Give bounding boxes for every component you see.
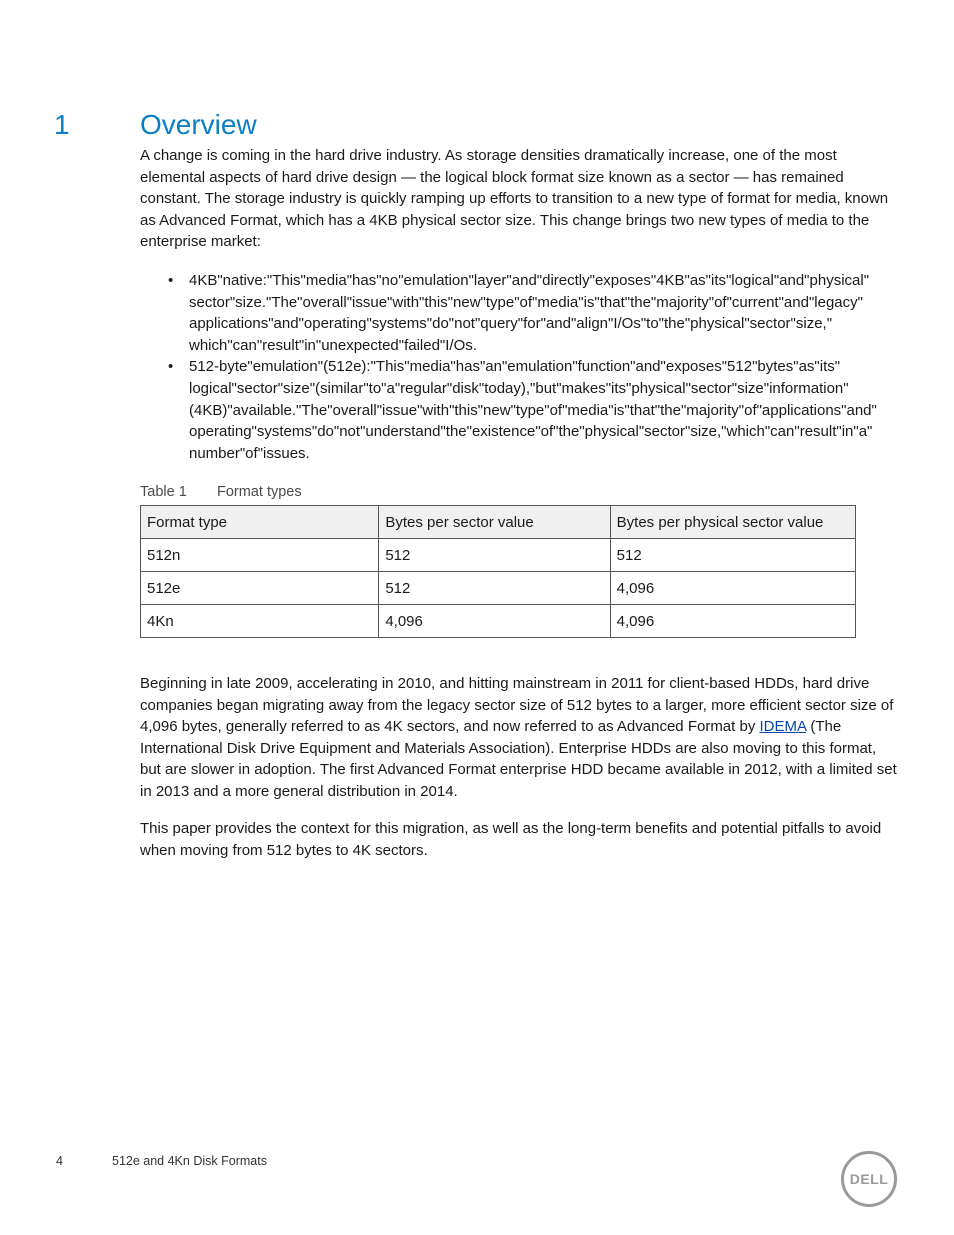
table-caption — [140, 482, 302, 502]
table-cell: 4Kn — [141, 605, 379, 638]
list-item — [168, 270, 908, 356]
table-caption-label: Table 1 — [140, 484, 187, 500]
table-cell: 512 — [379, 539, 610, 572]
intro-paragraph: A change is coming in the hard drive industry. As storage densities dramatically increase, one of the most elemental aspects of hard drive design — the logical block format size known as a sector — has remained constant. The storage industry is quickly ramping up efforts to transition to a new type of format for media, known as Advanced Format, which has a 4KB physical sector size. This change brings two new types of media to the enterprise market: — [140, 147, 889, 251]
bullet-text: 512-byte"emulation"(512e):"This"media"has"an"emulation"function"and"exposes"512"bytes"as"its" logical"sector"size"(similar"to"a"regular"disk"today),"but"makes"its"physical"sector"size"information" (4KB)"available."The"overall"issue"with"this"new"type"of"media"is"that"the"majority"of"applications"and" operating"systems"do"not"understand"the"existence"of"the"physical"sector"size,"which"can"result"in"a" number"of"issues. — [189, 358, 877, 462]
bullet-icon: • — [168, 272, 174, 289]
table-cell: 4,096 — [379, 605, 610, 638]
purpose-paragraph: This paper provides the context for this migration, as well as the long-term benefits and potential pitfalls to avoid when moving from 512 bytes to 4K sectors. — [140, 820, 882, 859]
table-cell: 4,096 — [610, 572, 855, 605]
footer-doc-title: 512e and 4Kn Disk Formats — [112, 1154, 267, 1168]
idema-link[interactable]: IDEMA — [759, 718, 807, 736]
table-cell: 512 — [610, 539, 855, 572]
migration-paragraph — [140, 673, 900, 803]
format-bullet-list — [168, 270, 908, 464]
column-header: Bytes per sector value — [379, 506, 610, 539]
table-caption-title: Format types — [217, 484, 302, 500]
table-row — [141, 539, 856, 572]
dell-logo-icon — [840, 1150, 898, 1208]
table-cell: 4,096 — [610, 605, 855, 638]
paragraph-text: (The International Disk Drive Equipment and Materials Association). Enterprise HDDs are also moving to this format, but are slower in adoption. The first Advanced Format enterprise HDD became available in 2012, with a limited set in 2013 and a more general distribution in 2014. — [140, 718, 897, 800]
page-number: 4 — [56, 1154, 63, 1168]
table-header-row — [141, 506, 856, 539]
column-header: Format type — [141, 506, 379, 539]
table-cell: 512 — [379, 572, 610, 605]
column-header: Bytes per physical sector value — [610, 506, 855, 539]
list-item — [168, 356, 908, 464]
logo-wordmark: DELL — [849, 1171, 889, 1187]
table-row — [141, 572, 856, 605]
format-types-table — [140, 505, 856, 638]
paragraph-text: Beginning in late 2009, accelerating in 2010, and hitting mainstream in 2011 for client-based HDDs, hard drive companies began migrating away from the legacy sector size of 512 bytes to a larger, more efficient sector size of 4,096 bytes, generally referred to as 4K sectors, and now referred to as Advanced Format by — [140, 675, 894, 736]
section-number: 1 — [54, 109, 70, 140]
table-cell: 512e — [141, 572, 379, 605]
bullet-text: 4KB"native:"This"media"has"no"emulation"layer"and"directly"exposes"4KB"as"its"logical"and"physical" sector"size."The"overall"issue"with"this"new"type"of"media"is"that"the"majority"of"current"and"legacy" applications"and"operating"systems"do"not"query"for"and"align"I/Os"to"the"physical"sector"size," which"can"result"in"unexpected"failed"I/Os. — [189, 272, 870, 354]
table-cell: 512n — [141, 539, 379, 572]
bullet-icon: • — [168, 358, 174, 376]
section-title: Overview — [140, 109, 257, 140]
table-row — [141, 605, 856, 638]
